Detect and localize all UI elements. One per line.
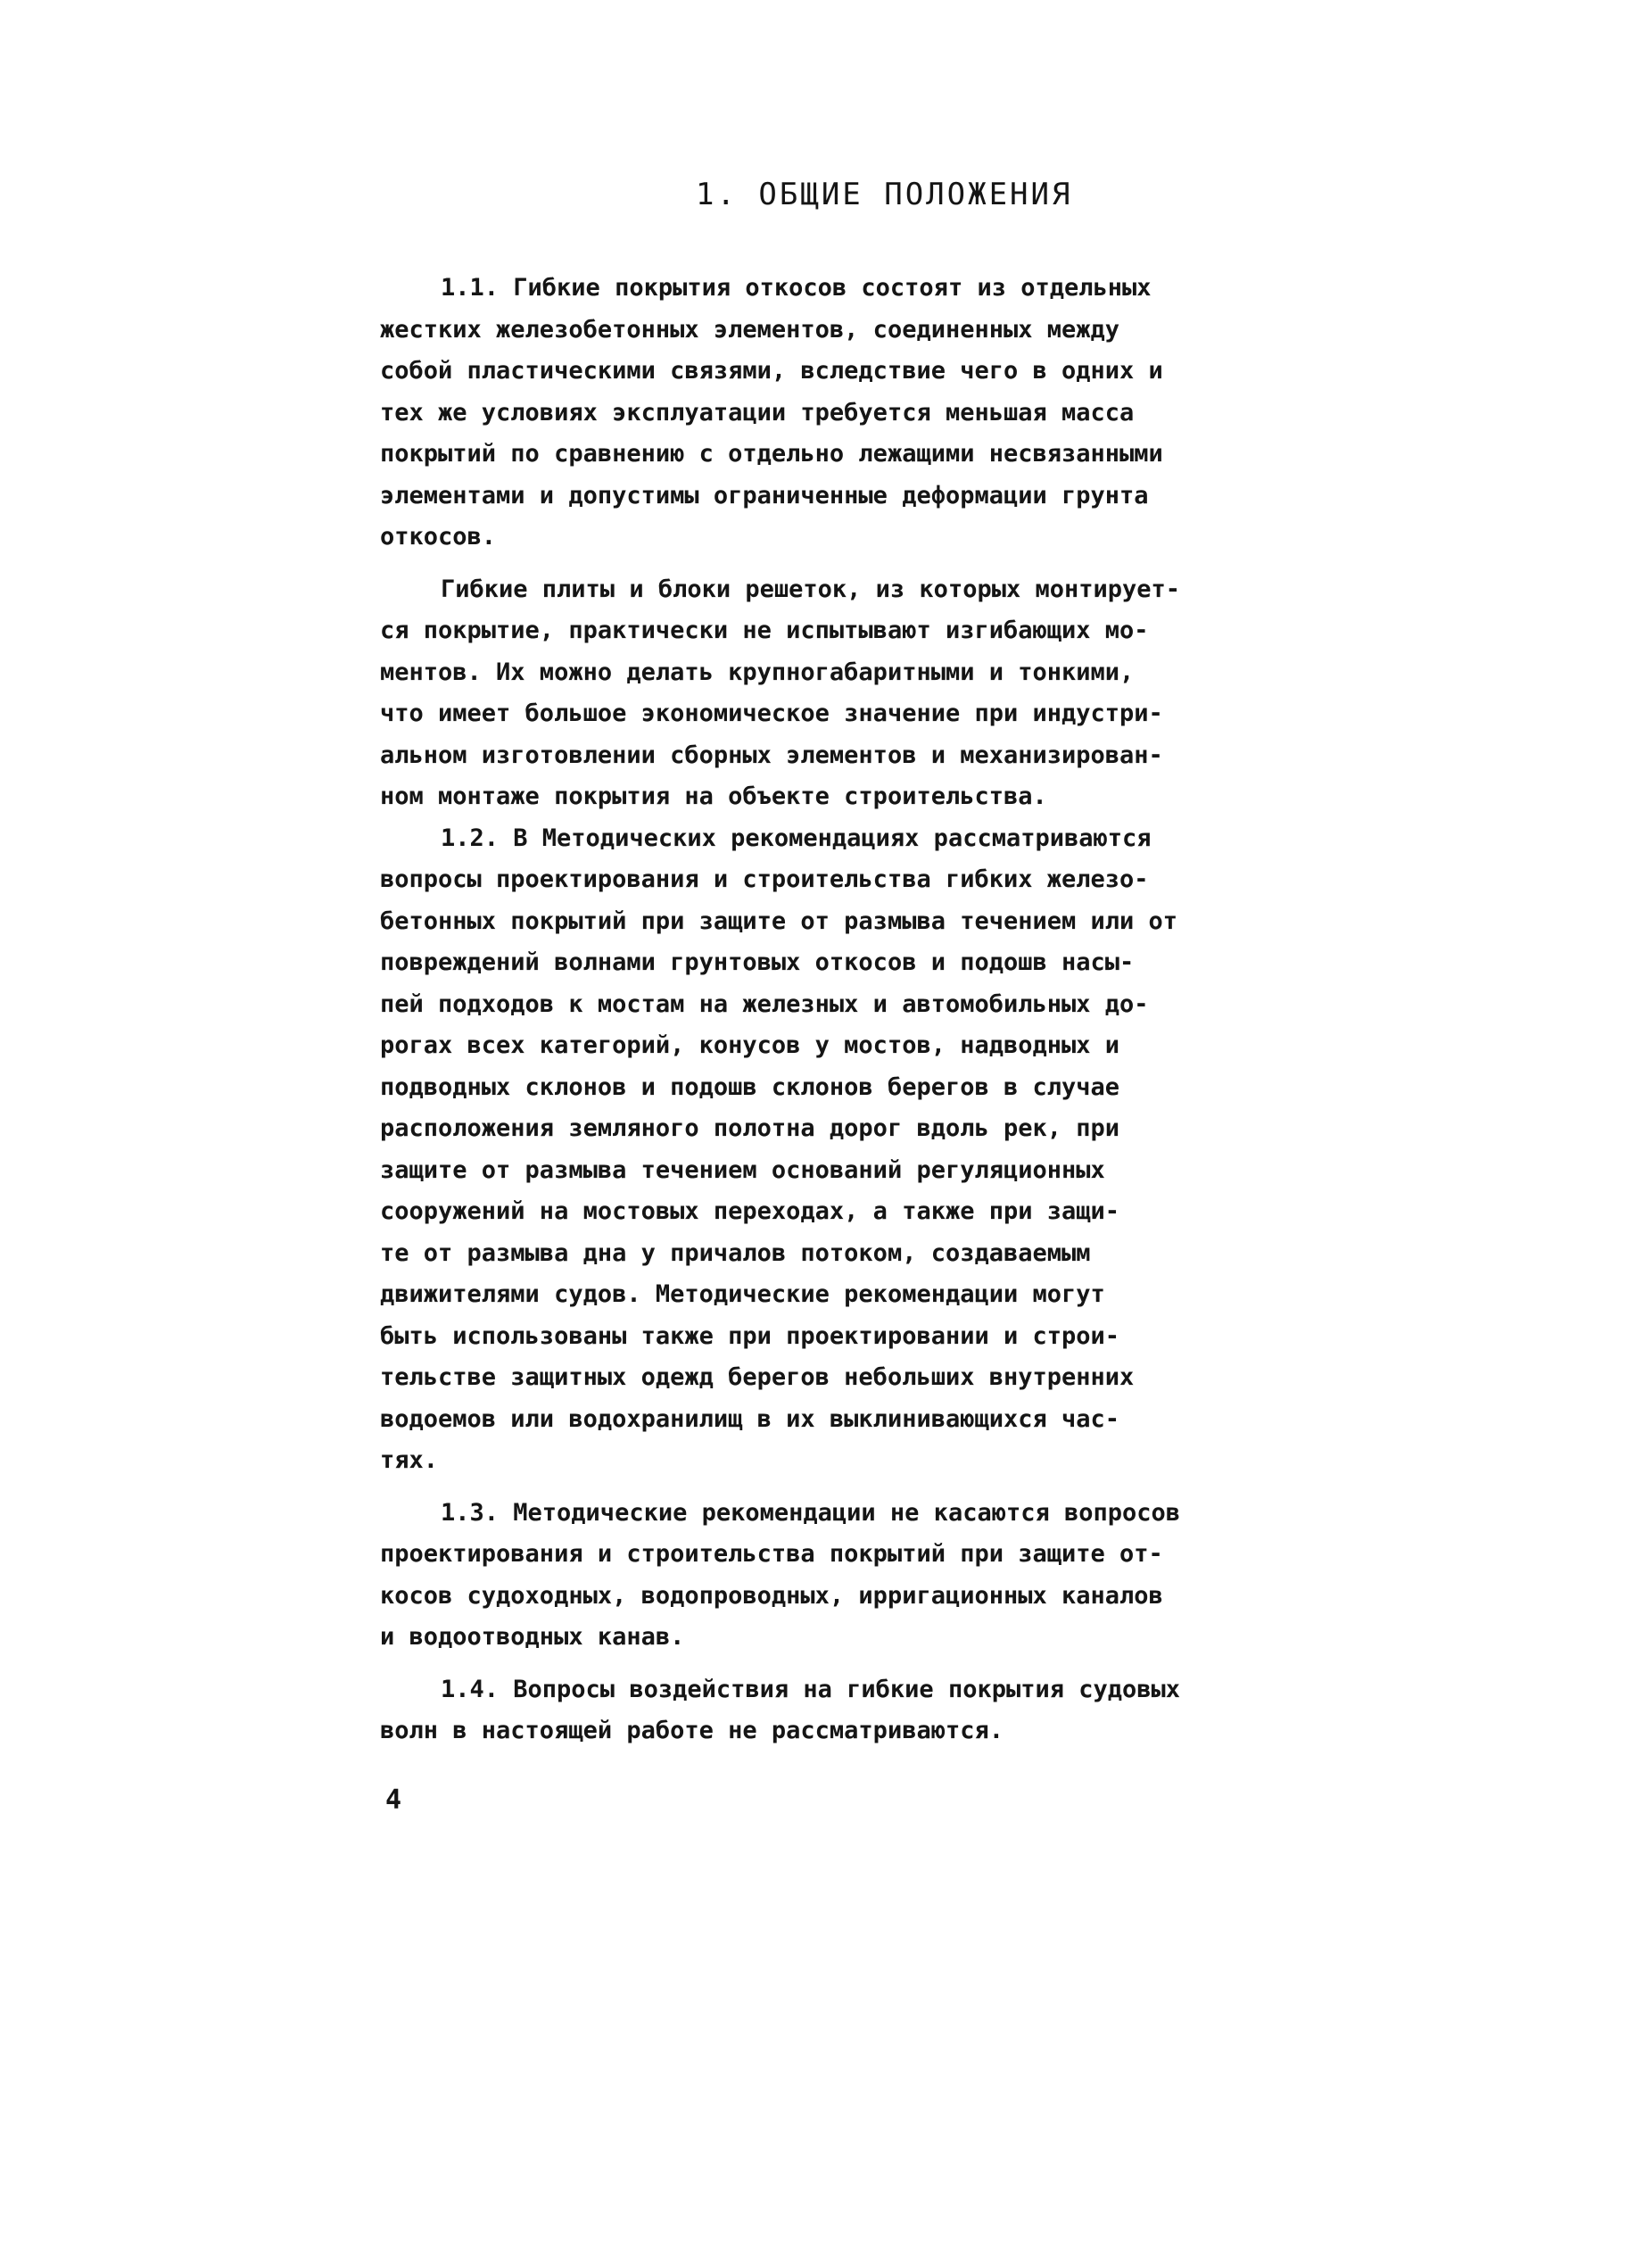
text-line: расположения земляного полотна дорог вдоль рек, при — [380, 1114, 1120, 1142]
paragraph-1-4 — [380, 1669, 1540, 1752]
text-line: волн в настоящей работе не рассматриваются. — [380, 1717, 1004, 1744]
text-line: водоемов или водохранилищ в их выклинивающихся час- — [380, 1404, 1120, 1433]
text-line: тельстве защитных одежд берегов небольших внутренних — [380, 1363, 1135, 1391]
text-line: вопросы проектирования и строительства гибких железо- — [380, 865, 1149, 893]
text-line: тях. — [380, 1446, 439, 1474]
text-line: жестких железобетонных элементов, соединенных между — [380, 315, 1120, 344]
text-line: альном изготовлении сборных элементов и механизирован- — [380, 741, 1163, 769]
text-line: бетонных покрытий при защите от размыва течением или от — [380, 907, 1178, 935]
text-line: 1.2. В Методических рекомендациях рассматриваются — [441, 824, 1152, 852]
text-line: косов судоходных, водопроводных, ирригационных каналов — [380, 1581, 1163, 1610]
text-line: 1.3. Методические рекомендации не касаются вопросов — [441, 1498, 1181, 1527]
text-line: ся покрытие, практически не испытывают изгибающих мо- — [380, 617, 1149, 644]
paragraph-1-2 — [380, 818, 1540, 1482]
page-number: 4 — [385, 1784, 402, 1816]
paragraph-1-3 — [380, 1493, 1540, 1659]
document-body — [380, 268, 1540, 1752]
text-line: защите от размыва течением оснований регуляционных — [380, 1155, 1105, 1184]
paragraph-1-1 — [380, 268, 1540, 559]
text-line: Гибкие плиты и блоки решеток, из которых монтирует- — [441, 575, 1181, 603]
text-line: рогах всех категорий, конусов у мостов, надводных и — [380, 1031, 1120, 1059]
text-line: повреждений волнами грунтовых откосов и подошв насы- — [380, 948, 1135, 976]
text-line: ментов. Их можно делать крупногабаритными и тонкими, — [380, 658, 1135, 686]
text-line: движителями судов. Методические рекомендации могут — [380, 1280, 1105, 1308]
text-line: элементами и допустимы ограниченные деформации грунта — [380, 481, 1149, 509]
paragraph-flexible-plates — [380, 569, 1540, 818]
text-line: собой пластическими связями, вследствие чего в одних и — [380, 357, 1163, 385]
text-line: подводных склонов и подошв склонов берегов в случае — [380, 1072, 1120, 1101]
text-line: сооружений на мостовых переходах, а также при защи- — [380, 1197, 1120, 1225]
text-line: тех же условиях эксплуатации требуется меньшая масса — [380, 398, 1135, 426]
text-line: 1.4. Вопросы воздействия на гибкие покрытия судовых — [441, 1675, 1181, 1703]
text-line: 1.1. Гибкие покрытия откосов состоят из отдельных — [441, 274, 1152, 302]
text-line: ном монтаже покрытия на объекте строительства. — [380, 783, 1047, 810]
text-line: покрытий по сравнению с отдельно лежащими несвязанными — [380, 440, 1163, 468]
text-line: быть использованы также при проектировании и строи- — [380, 1321, 1120, 1350]
text-line: те от размыва дна у причалов потоком, создаваемым — [380, 1238, 1091, 1267]
text-line: проектирования и строительства покрытий при защите от- — [380, 1540, 1163, 1568]
section-title: 1. ОБЩИЕ ПОЛОЖЕНИЯ — [696, 177, 1073, 212]
text-line: и водоотводных канав. — [380, 1623, 685, 1651]
text-line: откосов. — [380, 523, 497, 551]
text-line: пей подходов к мостам на железных и автомобильных до- — [380, 990, 1149, 1018]
text-line: что имеет большое экономическое значение при индустри- — [380, 700, 1163, 727]
